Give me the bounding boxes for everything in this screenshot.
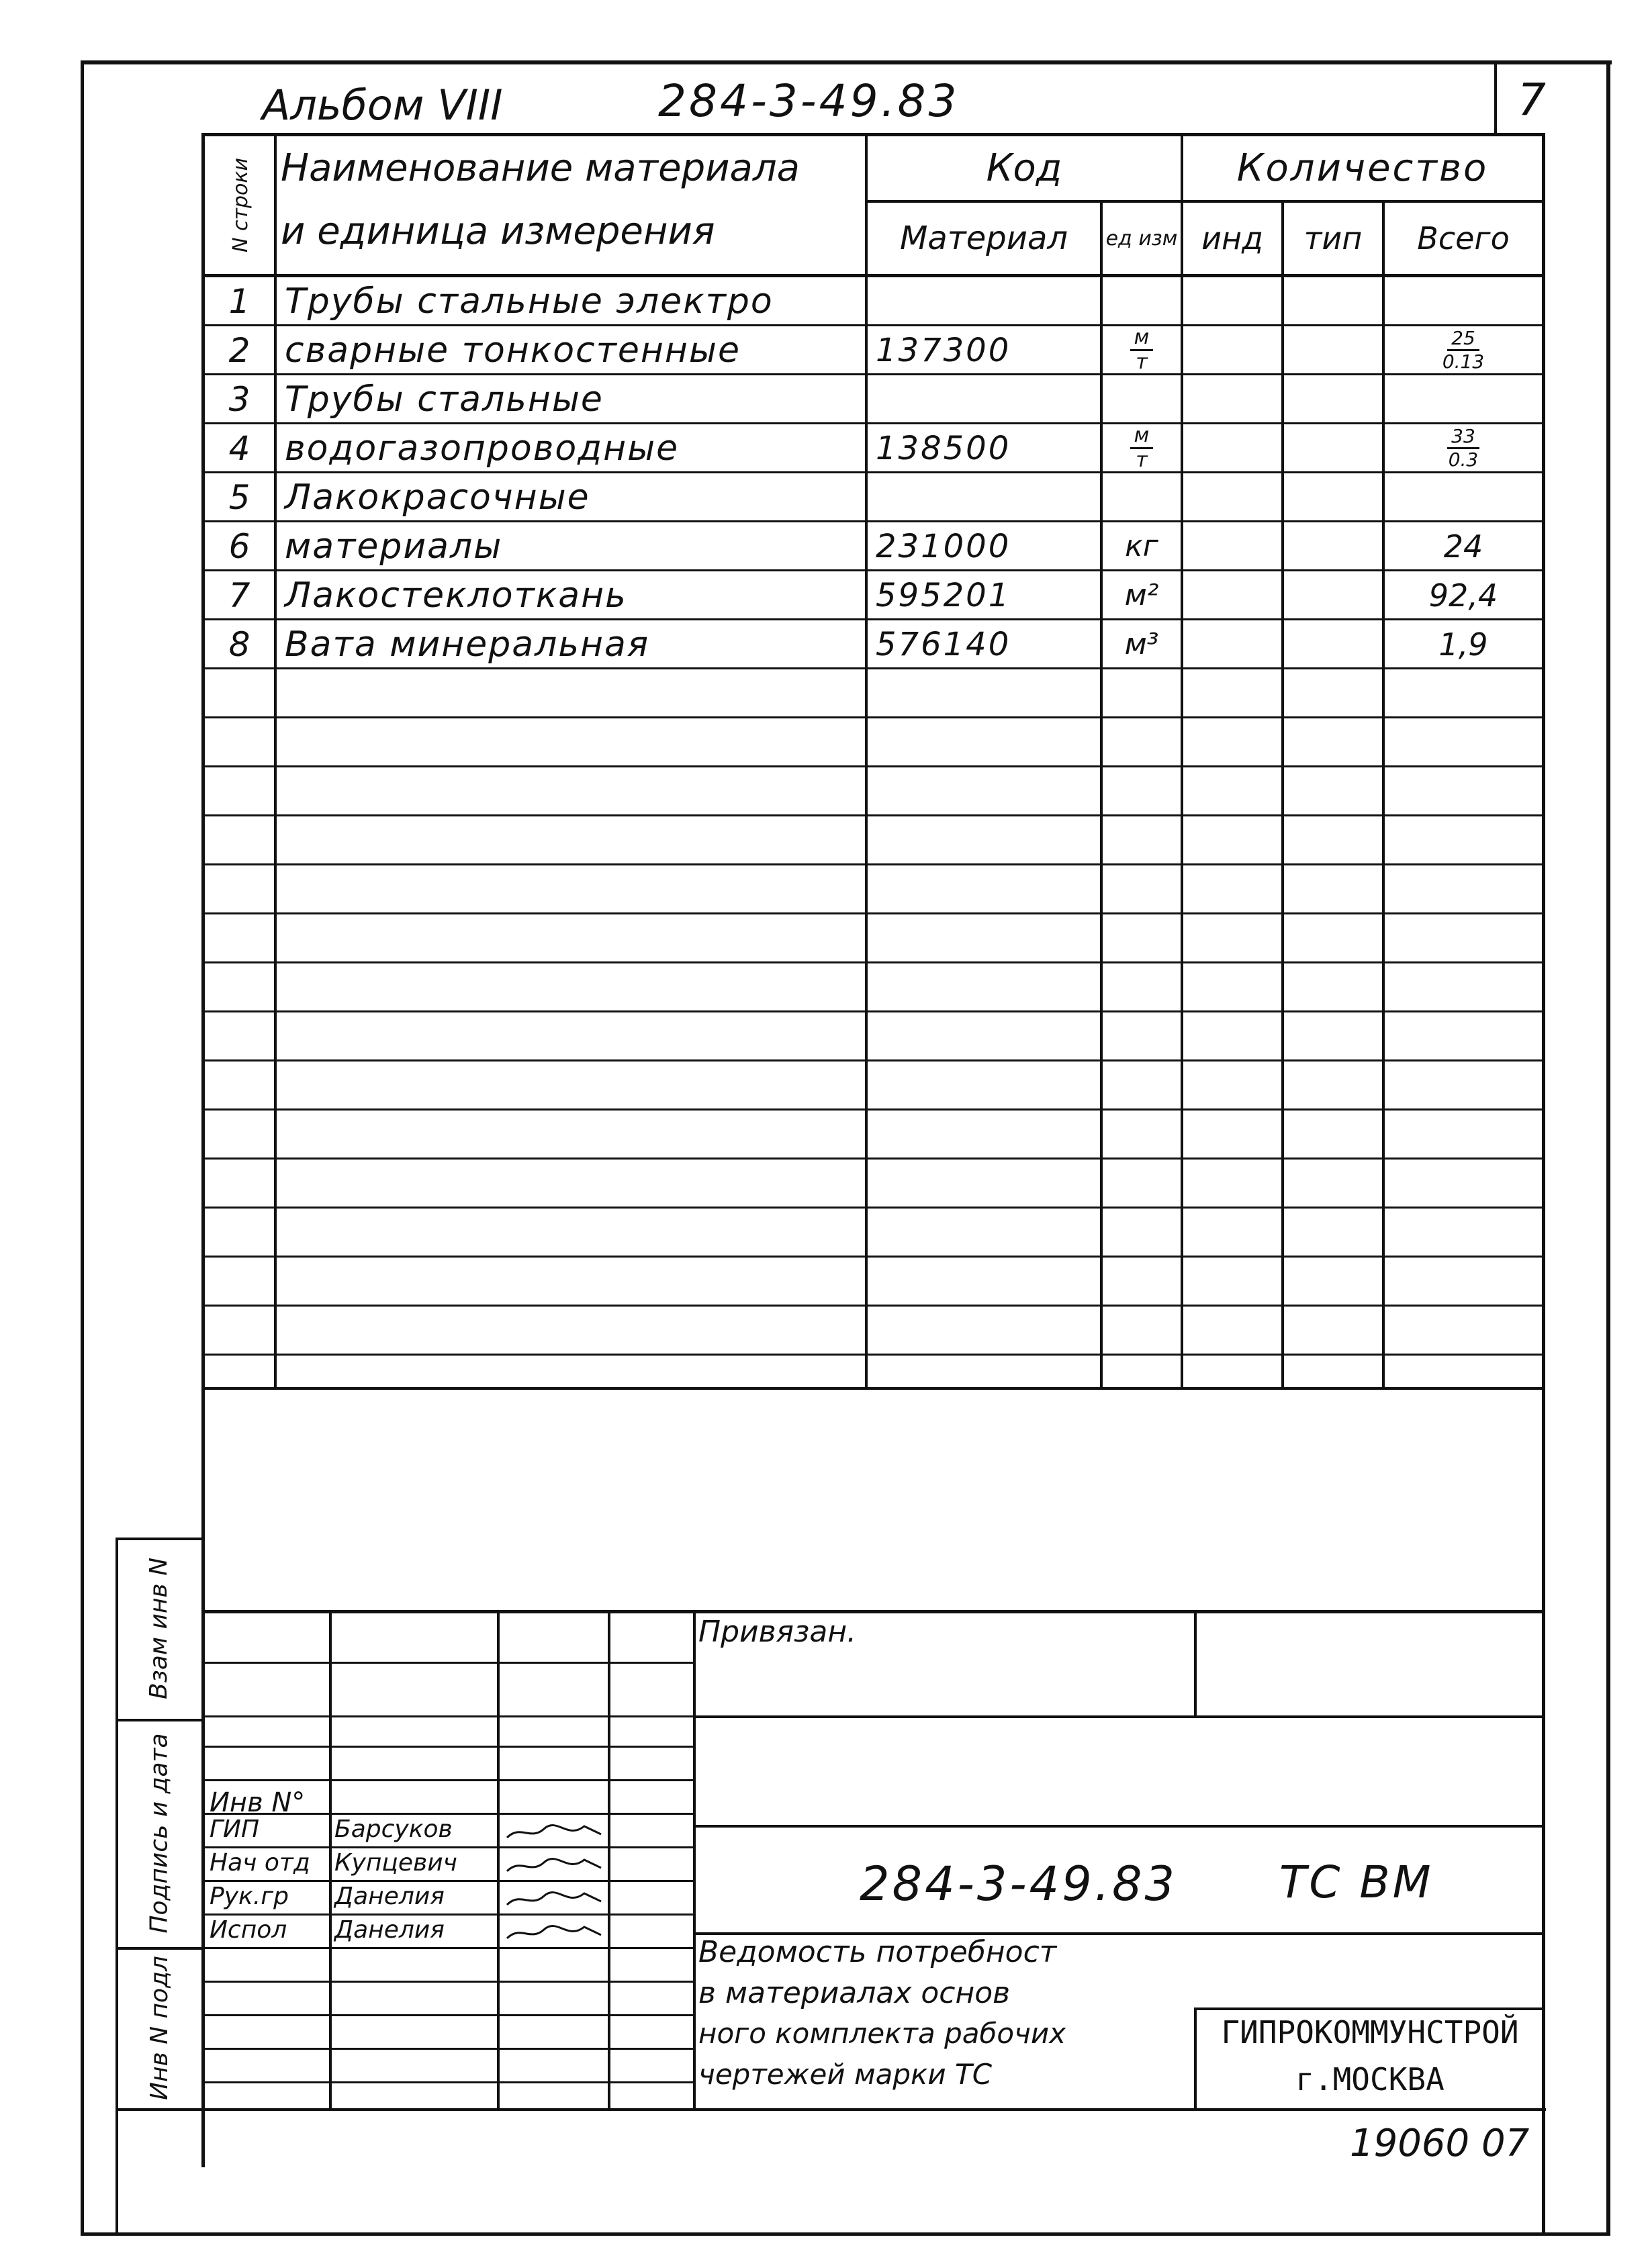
row-total-top: 33 [1447, 427, 1479, 449]
frame-top [81, 60, 1612, 64]
header-split-line [866, 200, 1545, 203]
row-unit: м² [1124, 578, 1159, 612]
row-code: 137300 [876, 331, 1011, 369]
tb-vline-a [329, 1610, 332, 2108]
row-number: 7 [228, 575, 250, 615]
tb-person-name: Данелия [334, 1916, 445, 1944]
row-code: 576140 [876, 625, 1011, 663]
row-name: сварные тонкостенные [285, 330, 741, 371]
row-code: 595201 [876, 576, 1011, 614]
stamp-bottom-line [116, 2108, 1546, 2111]
frame-left [81, 60, 84, 2236]
row-total: 24 [1443, 528, 1483, 565]
row-total [1385, 277, 1542, 326]
row-total [1385, 375, 1542, 424]
signature-scribble [504, 1922, 604, 1944]
tb-mid-vline [693, 1610, 696, 2108]
tb-role: Испол [210, 1916, 287, 1944]
footer-code: 19060 07 [1350, 2122, 1530, 2165]
row-total [1385, 424, 1542, 473]
stamp-vzam: Взам инв N [145, 1557, 173, 1699]
album-label: Альбом VIII [262, 81, 503, 130]
tb-line-3 [693, 1825, 1545, 1828]
col-unit-line [1181, 133, 1183, 1388]
tb-top-line [201, 1610, 1545, 1613]
tb-row-line [201, 1846, 694, 1848]
org-name: ГИПРОКОММУНСТРОЙ [1221, 2014, 1519, 2050]
row-line [201, 1108, 1545, 1111]
tb-line-2 [693, 1715, 1545, 1718]
row-line [201, 1207, 1545, 1209]
col-code-header: Код [986, 146, 1062, 190]
tb-row-line [201, 1947, 694, 1949]
row-unit-top: м [1130, 328, 1154, 351]
row-number: 6 [228, 526, 250, 566]
row-line [201, 765, 1545, 767]
org-city: г.МОСКВА [1295, 2061, 1445, 2097]
row-unit [1103, 375, 1181, 424]
tb-mark: ТС ВМ [1279, 1856, 1434, 1908]
row-name: Лакостеклоткань [285, 575, 627, 616]
tb-title-3: ного комплекта рабочих [698, 2017, 1066, 2050]
stamp-top-line [116, 1538, 203, 1540]
col-name-header-2: и единица измерения [281, 209, 715, 253]
tb-right-vline-1 [1194, 1610, 1197, 1717]
row-name: Трубы стальные электро [285, 281, 774, 322]
row-code [868, 473, 1100, 522]
privyazan-label: Привязан. [698, 1615, 857, 1649]
row-line [201, 814, 1545, 816]
sheet-number: 7 [1518, 74, 1546, 126]
row-name: материалы [285, 526, 503, 567]
row-line [201, 1305, 1545, 1307]
row-unit-top: м [1130, 426, 1154, 449]
tb-row-line [201, 1880, 694, 1882]
tb-row-line [201, 1981, 694, 1983]
tb-row-line [201, 1913, 694, 1916]
tb-org-top [1194, 2007, 1545, 2010]
row-number: 8 [228, 624, 250, 664]
row-unit [1103, 424, 1181, 473]
row-unit: м³ [1124, 627, 1159, 661]
tb-vline-c [608, 1610, 610, 2108]
sheet-box-left [1494, 60, 1497, 134]
row-line [201, 912, 1545, 914]
row-unit [1103, 277, 1181, 326]
col-unit-header: ед изм [1105, 226, 1178, 250]
table-end-line [201, 1387, 1545, 1390]
row-unit [1103, 326, 1181, 375]
row-code [868, 277, 1100, 326]
col-type-header: тип [1303, 220, 1363, 256]
tb-row-line [201, 2014, 694, 2016]
signature-scribble [504, 1821, 604, 1844]
row-number: 4 [228, 428, 250, 468]
tb-org-vline [1194, 2007, 1197, 2108]
tb-title-2: в материалах основ [698, 1976, 1011, 2010]
row-name: Лакокрасочные [285, 477, 590, 518]
row-code: 231000 [876, 527, 1011, 565]
row-line [201, 1354, 1545, 1356]
row-number: 3 [228, 379, 250, 419]
tb-row-line [201, 2081, 694, 2083]
row-total-bottom: 0.13 [1442, 350, 1485, 373]
row-line [201, 1059, 1545, 1061]
row-line [201, 1256, 1545, 1258]
row-code [868, 375, 1100, 424]
col-name-header-1: Наименование материала [281, 146, 800, 190]
row-line [201, 961, 1545, 963]
tb-row-line [201, 1779, 694, 1781]
stamp-podpis: Подпись и дата [145, 1732, 173, 1934]
tb-role: Нач отд [210, 1849, 310, 1877]
col-material-header: Материал [899, 220, 1068, 257]
stamp-split-1 [116, 1719, 203, 1721]
row-number: 2 [228, 330, 250, 370]
tb-doc-code: 284-3-49.83 [860, 1856, 1178, 1911]
row-name: Трубы стальные [285, 379, 604, 420]
row-line [201, 716, 1545, 718]
row-total [1385, 326, 1542, 375]
tb-person-name: Данелия [334, 1883, 445, 1910]
row-unit-bottom: т [1136, 448, 1148, 472]
row-number: 5 [228, 477, 250, 517]
tb-person-name: Барсуков [334, 1815, 453, 1843]
header-doc-code: 284-3-49.83 [658, 75, 960, 127]
row-total [1385, 473, 1542, 522]
row-code: 138500 [876, 429, 1011, 467]
frame-right [1606, 60, 1610, 2236]
row-unit [1103, 473, 1181, 522]
tb-row-line [201, 1715, 694, 1717]
row-unit: кг [1125, 529, 1158, 563]
tb-title-4: чертежей марки ТС [698, 2058, 993, 2091]
row-total: 1,9 [1438, 626, 1488, 663]
col-total-header: Всего [1417, 220, 1510, 256]
tb-title-1: Ведомость потребност [698, 1935, 1057, 1969]
row-unit-bottom: т [1136, 350, 1148, 374]
row-line [201, 863, 1545, 865]
row-total: 92,4 [1428, 577, 1498, 614]
table-top-line [201, 133, 1545, 136]
tb-vline-b [497, 1610, 500, 2108]
col-row-no-header: N строки [228, 157, 253, 252]
row-total-top: 25 [1447, 329, 1479, 351]
col-ind-line [1281, 201, 1284, 1388]
tb-person-name: Купцевич [334, 1849, 457, 1877]
frame-bottom [81, 2232, 1610, 2236]
stamp-inv-podl: Инв N подл [145, 1955, 173, 2100]
signature-scribble [504, 1854, 604, 1877]
tb-row-line [201, 2048, 694, 2050]
row-line [201, 1010, 1545, 1012]
col-quantity-header: Количество [1236, 146, 1489, 190]
row-line [201, 1157, 1545, 1160]
tb-role: ГИП [210, 1815, 260, 1843]
inv-no-label: Инв N° [210, 1787, 306, 1818]
stamp-split-2 [116, 1947, 203, 1950]
col-ind-header: инд [1201, 220, 1263, 256]
tb-row-line [201, 1746, 694, 1748]
table-right-line [1542, 133, 1545, 2234]
row-name: Вата минеральная [285, 624, 650, 665]
signature-scribble [504, 1888, 604, 1911]
row-name: водогазопроводные [285, 428, 680, 469]
tb-role: Рук.гр [210, 1883, 289, 1910]
row-total-bottom: 0.3 [1448, 448, 1479, 471]
stamp-left-line [116, 1538, 118, 2234]
tb-row-line [201, 1662, 694, 1664]
row-number: 1 [228, 281, 250, 321]
